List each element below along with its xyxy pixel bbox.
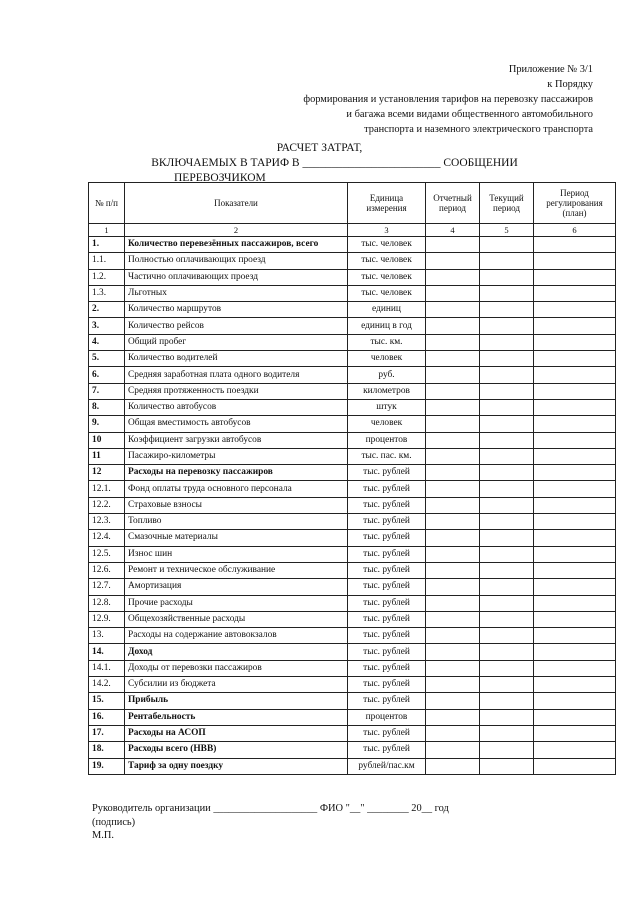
value-current-cell (480, 351, 534, 367)
table-row (89, 742, 616, 758)
value-reporting-cell (426, 302, 480, 318)
row-number: 12.8. (89, 595, 125, 611)
table-row (89, 497, 616, 513)
value-reporting-cell (426, 546, 480, 562)
value-reporting-cell (426, 253, 480, 269)
value-current-cell (480, 530, 534, 546)
row-unit: тыс. человек (348, 269, 426, 285)
table-row (89, 725, 616, 741)
value-current-cell (480, 693, 534, 709)
table-row (89, 514, 616, 530)
table-row (89, 416, 616, 432)
row-number: 6. (89, 367, 125, 383)
table-row (89, 269, 616, 285)
row-number: 18. (89, 742, 125, 758)
row-unit: тыс. пас. км. (348, 448, 426, 464)
row-number: 12.4. (89, 530, 125, 546)
row-label: Количество автобусов (125, 399, 348, 415)
cost-table-body (89, 237, 616, 775)
row-unit: тыс. рублей (348, 693, 426, 709)
row-number: 4. (89, 334, 125, 350)
value-current-cell (480, 285, 534, 301)
row-unit: тыс. рублей (348, 546, 426, 562)
value-plan-cell (534, 237, 616, 253)
row-label: Рентабельность (125, 709, 348, 725)
row-label: Расходы всего (НВВ) (125, 742, 348, 758)
row-label: Доходы от перевозки пассажиров (125, 660, 348, 676)
value-current-cell (480, 758, 534, 774)
value-reporting-cell (426, 237, 480, 253)
signature-caption: (подпись) (92, 816, 136, 828)
value-current-cell (480, 497, 534, 513)
value-plan-cell (534, 677, 616, 693)
row-unit: единиц в год (348, 318, 426, 334)
value-plan-cell (534, 611, 616, 627)
row-unit: тыс. рублей (348, 514, 426, 530)
table-row (89, 481, 616, 497)
table-row (89, 253, 616, 269)
column-number: 6 (534, 224, 616, 237)
value-current-cell (480, 399, 534, 415)
value-current-cell (480, 253, 534, 269)
value-plan-cell (534, 709, 616, 725)
appendix-line: и багажа всеми видами общественного автомобильного (346, 109, 593, 120)
column-number: 2 (125, 224, 348, 237)
value-plan-cell (534, 416, 616, 432)
value-plan-cell (534, 351, 616, 367)
value-reporting-cell (426, 416, 480, 432)
value-reporting-cell (426, 709, 480, 725)
row-number: 1.2. (89, 269, 125, 285)
table-row (89, 367, 616, 383)
row-number: 8. (89, 399, 125, 415)
row-label: Фонд оплаты труда основного персонала (125, 481, 348, 497)
value-reporting-cell (426, 285, 480, 301)
row-unit: тыс. рублей (348, 677, 426, 693)
value-reporting-cell (426, 432, 480, 448)
row-unit: человек (348, 351, 426, 367)
row-unit: тыс. рублей (348, 644, 426, 660)
header-cell: Отчетный период (426, 183, 480, 224)
row-label: Средняя протяженность поездки (125, 383, 348, 399)
appendix-header (303, 62, 593, 137)
value-plan-cell (534, 481, 616, 497)
row-number: 19. (89, 758, 125, 774)
row-label: Льготных (125, 285, 348, 301)
value-reporting-cell (426, 644, 480, 660)
table-row (89, 677, 616, 693)
value-plan-cell (534, 660, 616, 676)
row-label: Количество водителей (125, 351, 348, 367)
value-current-cell (480, 383, 534, 399)
value-current-cell (480, 644, 534, 660)
value-current-cell (480, 595, 534, 611)
header-cell: Показатели (125, 183, 348, 224)
row-unit: процентов (348, 432, 426, 448)
row-number: 12.9. (89, 611, 125, 627)
value-plan-cell (534, 514, 616, 530)
table-row (89, 285, 616, 301)
row-unit: тыс. рублей (348, 660, 426, 676)
header-cell: Период регулирования (план) (534, 183, 616, 224)
row-unit: тыс. рублей (348, 562, 426, 578)
value-current-cell (480, 432, 534, 448)
row-number: 13. (89, 628, 125, 644)
value-reporting-cell (426, 611, 480, 627)
table-row (89, 579, 616, 595)
value-current-cell (480, 416, 534, 432)
value-reporting-cell (426, 579, 480, 595)
value-reporting-cell (426, 628, 480, 644)
row-unit: тыс. рублей (348, 465, 426, 481)
row-unit: единиц (348, 302, 426, 318)
value-reporting-cell (426, 530, 480, 546)
table-row (89, 693, 616, 709)
row-number: 11 (89, 448, 125, 464)
row-label: Износ шин (125, 546, 348, 562)
row-number: 15. (89, 693, 125, 709)
row-number: 2. (89, 302, 125, 318)
value-plan-cell (534, 725, 616, 741)
value-plan-cell (534, 595, 616, 611)
row-number: 14.1. (89, 660, 125, 676)
value-reporting-cell (426, 481, 480, 497)
row-number: 10 (89, 432, 125, 448)
value-current-cell (480, 448, 534, 464)
value-current-cell (480, 481, 534, 497)
value-current-cell (480, 709, 534, 725)
value-current-cell (480, 318, 534, 334)
table-row (89, 318, 616, 334)
value-reporting-cell (426, 514, 480, 530)
table-row (89, 660, 616, 676)
value-current-cell (480, 546, 534, 562)
value-reporting-cell (426, 269, 480, 285)
row-label: Ремонт и техническое обслуживание (125, 562, 348, 578)
value-current-cell (480, 269, 534, 285)
value-reporting-cell (426, 660, 480, 676)
value-reporting-cell (426, 693, 480, 709)
value-current-cell (480, 628, 534, 644)
row-unit: тыс. рублей (348, 497, 426, 513)
value-plan-cell (534, 497, 616, 513)
row-label: Топливо (125, 514, 348, 530)
row-label: Средняя заработная плата одного водителя (125, 367, 348, 383)
row-label: Смазочные материалы (125, 530, 348, 546)
value-plan-cell (534, 693, 616, 709)
row-number: 1. (89, 237, 125, 253)
table-row (89, 448, 616, 464)
row-label: Страховые взносы (125, 497, 348, 513)
table-row (89, 758, 616, 774)
signature-line: Руководитель организации ____________________ ФИО "__" ________ 20__ год (92, 803, 449, 814)
column-number: 5 (480, 224, 534, 237)
value-current-cell (480, 579, 534, 595)
value-plan-cell (534, 285, 616, 301)
appendix-line: формирования и установления тарифов на перевозку пассажиров (303, 94, 593, 105)
table-row (89, 465, 616, 481)
stamp-mark: М.П. (92, 830, 114, 841)
row-label: Пасажиро-километры (125, 448, 348, 464)
value-reporting-cell (426, 742, 480, 758)
table-row (89, 709, 616, 725)
table-row (89, 644, 616, 660)
value-reporting-cell (426, 367, 480, 383)
row-unit: километров (348, 383, 426, 399)
value-reporting-cell (426, 465, 480, 481)
value-current-cell (480, 725, 534, 741)
table-row (89, 432, 616, 448)
row-number: 3. (89, 318, 125, 334)
header-cell: Текущий период (480, 183, 534, 224)
value-plan-cell (534, 742, 616, 758)
value-current-cell (480, 660, 534, 676)
row-unit: тыс. рублей (348, 579, 426, 595)
row-label: Прибыль (125, 693, 348, 709)
row-unit: тыс. человек (348, 285, 426, 301)
value-plan-cell (534, 465, 616, 481)
value-current-cell (480, 562, 534, 578)
value-reporting-cell (426, 562, 480, 578)
row-number: 12 (89, 465, 125, 481)
row-unit: тыс. рублей (348, 742, 426, 758)
value-reporting-cell (426, 383, 480, 399)
value-plan-cell (534, 383, 616, 399)
row-label: Субсилии из бюджета (125, 677, 348, 693)
value-reporting-cell (426, 595, 480, 611)
value-plan-cell (534, 546, 616, 562)
row-label: Общая вместимость автобусов (125, 416, 348, 432)
value-reporting-cell (426, 725, 480, 741)
table-header-row (89, 183, 616, 224)
value-current-cell (480, 611, 534, 627)
row-label: Количество перевезённых пассажиров, всего (125, 237, 348, 253)
row-number: 1.3. (89, 285, 125, 301)
value-current-cell (480, 742, 534, 758)
value-plan-cell (534, 758, 616, 774)
value-reporting-cell (426, 448, 480, 464)
column-number: 3 (348, 224, 426, 237)
value-plan-cell (534, 644, 616, 660)
value-plan-cell (534, 530, 616, 546)
value-plan-cell (534, 628, 616, 644)
header-cell: Единица измерения (348, 183, 426, 224)
row-label: Расходы на содержание автовокзалов (125, 628, 348, 644)
row-label: Коэффициент загрузки автобусов (125, 432, 348, 448)
row-number: 1.1. (89, 253, 125, 269)
table-row (89, 562, 616, 578)
table-row (89, 237, 616, 253)
table-row (89, 546, 616, 562)
row-number: 14.2. (89, 677, 125, 693)
row-unit: процентов (348, 709, 426, 725)
table-row (89, 530, 616, 546)
row-unit: тыс. человек (348, 253, 426, 269)
value-plan-cell (534, 399, 616, 415)
cost-table (88, 182, 616, 775)
table-row (89, 383, 616, 399)
row-number: 17. (89, 725, 125, 741)
row-label: Количество маршрутов (125, 302, 348, 318)
table-row (89, 334, 616, 350)
value-plan-cell (534, 579, 616, 595)
value-reporting-cell (426, 334, 480, 350)
value-reporting-cell (426, 497, 480, 513)
row-unit: тыс. рублей (348, 725, 426, 741)
table-row (89, 399, 616, 415)
row-label: Амортизация (125, 579, 348, 595)
row-number: 12.3. (89, 514, 125, 530)
row-unit: тыс. рублей (348, 628, 426, 644)
row-number: 9. (89, 416, 125, 432)
row-unit: тыс. рублей (348, 595, 426, 611)
value-reporting-cell (426, 351, 480, 367)
value-plan-cell (534, 367, 616, 383)
table-row (89, 595, 616, 611)
value-reporting-cell (426, 318, 480, 334)
row-label: Расходы на перевозку пассажиров (125, 465, 348, 481)
column-number: 1 (89, 224, 125, 237)
column-number: 4 (426, 224, 480, 237)
appendix-line: к Порядку (547, 79, 593, 90)
value-current-cell (480, 677, 534, 693)
signature-footer (92, 802, 449, 843)
value-current-cell (480, 237, 534, 253)
value-plan-cell (534, 269, 616, 285)
table-row (89, 611, 616, 627)
row-unit: руб. (348, 367, 426, 383)
value-current-cell (480, 302, 534, 318)
value-current-cell (480, 514, 534, 530)
value-plan-cell (534, 448, 616, 464)
value-plan-cell (534, 432, 616, 448)
value-reporting-cell (426, 758, 480, 774)
row-label: Частично оплачивающих проезд (125, 269, 348, 285)
value-plan-cell (534, 318, 616, 334)
row-label: Полностью оплачивающих проезд (125, 253, 348, 269)
row-unit: штук (348, 399, 426, 415)
row-number: 5. (89, 351, 125, 367)
table-row (89, 628, 616, 644)
document-title (0, 141, 639, 186)
row-label: Доход (125, 644, 348, 660)
appendix-line: транспорта и наземного электрического транспорта (364, 124, 593, 135)
value-plan-cell (534, 334, 616, 350)
value-plan-cell (534, 253, 616, 269)
row-unit: рублей/пас.км (348, 758, 426, 774)
title-line-2: ВКЛЮЧАЕМЫХ В ТАРИФ В ________________________ СООБЩЕНИИ (151, 157, 518, 169)
row-unit: человек (348, 416, 426, 432)
row-number: 12.5. (89, 546, 125, 562)
value-current-cell (480, 367, 534, 383)
row-number: 16. (89, 709, 125, 725)
row-number: 12.6. (89, 562, 125, 578)
row-unit: тыс. км. (348, 334, 426, 350)
row-label: Прочие расходы (125, 595, 348, 611)
appendix-line: Приложение № 3/1 (508, 64, 593, 75)
row-number: 14. (89, 644, 125, 660)
table-row (89, 351, 616, 367)
value-plan-cell (534, 302, 616, 318)
value-current-cell (480, 334, 534, 350)
title-line-3: ПЕРЕВОЗЧИКОМ _____________________________________________ (174, 172, 528, 184)
row-number: 12.2. (89, 497, 125, 513)
row-number: 12.1. (89, 481, 125, 497)
row-unit: тыс. рублей (348, 611, 426, 627)
row-label: Общий пробег (125, 334, 348, 350)
row-unit: тыс. рублей (348, 530, 426, 546)
row-label: Общехозяйственные расходы (125, 611, 348, 627)
row-number: 7. (89, 383, 125, 399)
table-row (89, 302, 616, 318)
row-number: 12.7. (89, 579, 125, 595)
value-current-cell (480, 465, 534, 481)
row-label: Расходы на АСОП (125, 725, 348, 741)
value-plan-cell (534, 562, 616, 578)
value-reporting-cell (426, 399, 480, 415)
row-unit: тыс. человек (348, 237, 426, 253)
title-line-1: РАСЧЕТ ЗАТРАТ, (276, 142, 363, 154)
row-label: Количество рейсов (125, 318, 348, 334)
column-number-row (89, 224, 616, 237)
header-cell: № п/п (89, 183, 125, 224)
row-label: Тариф за одну поездку (125, 758, 348, 774)
row-unit: тыс. рублей (348, 481, 426, 497)
value-reporting-cell (426, 677, 480, 693)
